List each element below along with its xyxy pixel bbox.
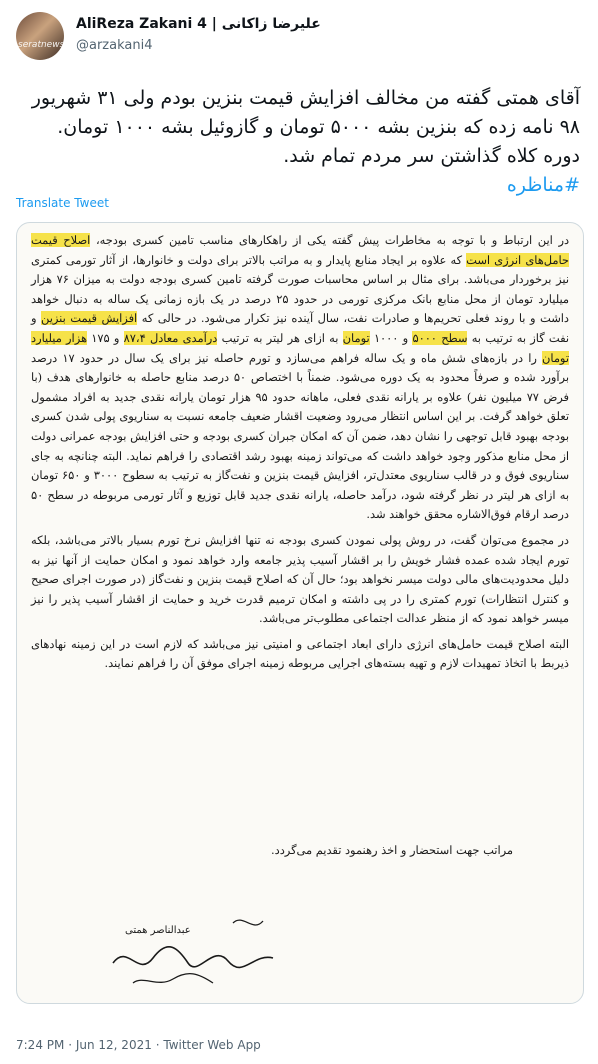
doc-highlight: تومان — [342, 330, 370, 345]
tweet-time[interactable]: 7:24 PM — [16, 1038, 65, 1052]
document-paragraph-1 — [31, 231, 569, 525]
doc-text: و ۱۷۵ — [91, 330, 120, 345]
handwritten-signature — [103, 903, 283, 993]
avatar-watermark: seratnews — [18, 40, 64, 50]
doc-highlight: سطح ۵۰۰۰ — [412, 330, 468, 345]
tweet-text — [18, 84, 580, 200]
doc-text: در این ارتباط و با توجه به مخاطرات پیش گفته یکی از راهکارهای مناسب تامین کسری بودجه، — [95, 233, 570, 247]
doc-highlight: افزایش قیمت بنزین — [41, 311, 138, 326]
tweet-body: آقای همتی گفته من مخالف افزایش قیمت بنزین بودم ولی ۳۱ شهریور ۹۸ نامه زده که بنزین بشه ۵۰۰۰ تومان و گازوئیل بشه ۱۰۰۰ تومان. دوره کلاه گذاشتن سر مردم تمام شد. — [31, 87, 580, 167]
signatory-name: عبدالناصر همتی — [125, 925, 191, 936]
doc-highlight: هزار میلیارد تومان — [31, 330, 569, 365]
tweet-header — [0, 0, 598, 80]
document-paragraph-3: البته اصلاح قیمت حامل‌های انرژی دارای ابعاد اجتماعی و امنیتی نیز می‌باشد که لازم است در این زمینه نهادهای ذیربط با اتخاذ تمهیدات لازم و تهیه بسته‌های اجرایی مربوطه زمینه اجرای موفق آن را فراهم نمایند. — [31, 636, 569, 671]
document-closing: مراتب جهت استحضار و اخذ رهنمود تقدیم می‌گردد. — [271, 843, 513, 857]
doc-text: و ۱۰۰۰ — [373, 330, 409, 345]
tweet-footer — [16, 1038, 261, 1052]
translate-tweet-link[interactable]: Translate Tweet — [16, 196, 109, 210]
footer-dot: · — [68, 1038, 73, 1052]
footer-dot: · — [155, 1038, 160, 1052]
doc-text: و نفت گاز به ترتیب به — [31, 311, 570, 345]
hashtag-link[interactable]: #مناظره — [506, 174, 580, 196]
doc-highlight: درآمدی معادل ۸۷،۴ — [123, 330, 218, 345]
doc-text: که علاوه بر ایجاد منابع پایدار و به مراتب بالاتر برای دولت و خانوارها، از آثار تورمی کمتری نیز برخوردار می‌باشد. برای مثال بر اساس محاسبات صورت گرفته تامین کسری بودجه دولت به میزان ۷۶ هزار میلیارد تومان از محل منابع بانک مرکزی تورمی در حدود ۲۵ درصد در یک بازه زمانی یک ساله به دنبال خواهد داشت و با روند فعلی تحریم‌ها و صادرات نفت، سال آینده نیز تکرار می‌شود. در حالی که — [31, 252, 570, 326]
display-name-row[interactable] — [76, 16, 321, 32]
tweet-date[interactable]: Jun 12, 2021 — [75, 1038, 152, 1052]
name-separator: | — [211, 16, 217, 32]
document-paragraph-2: در مجموع می‌توان گفت، در روش پولی نمودن کسری بودجه نه تنها افزایش نرخ تورم بسیار بالاتر می‌باشد، بلکه تورم ایجاد شده عمده فشار خویش را بر اقشار آسیب پذیر جامعه وارد خواهد نمود و امکان حمایت از آنها نیز به دلیل محدودیت‌های مالی دولت میسر نخواهد بود؛ حال آن که اصلاح قیمت بنزین و نفت‌گاز (در صورت اجرای صحیح و کنترل انتظارات) تورم کمتری را در پی داشته و امکان ترمیم قدرت خرید و حمایت از اقشار آسیب پذیر را نیز میسر خواهد نمود که از منظر عدالت اجتماعی مطلوب‌تر می‌باشد. — [31, 532, 569, 626]
doc-text: به ازای هر لیتر به ترتیب — [221, 330, 339, 345]
doc-highlight: اصلاح قیمت حامل‌های انرژی است — [31, 233, 569, 267]
document-text — [31, 231, 569, 680]
display-name-en[interactable]: AliReza Zakani 4 — [76, 16, 207, 32]
avatar[interactable] — [16, 12, 64, 60]
doc-text: را در بازه‌های شش ماه و یک ساله فراهم می‌سازد و تورم حاصله نیز برای یک سال در حدود ۱۷ درصد برآورد شده و صرفاً محدود به یک دوره می‌شود. ضمناً با اختصاص ۵۰ درصد منابع حاصله به خانوارهای هدف (با فرض ۷۷ میلیون نفر) علاوه بر یارانه نقدی فعلی، ماهانه حدود ۹۵ هزار تومان یارانه نقدی جدید به افراد مشمول تعلق خواهد گرفت. بر این اساس انتظار می‌رود وضعیت اقشار ضعیف جامعه نسبت به سناریوی پولی شدن کسری بودجه بهبود قابل توجهی را نشان دهد، ضمن آن که امکان جبران کسری بودجه و حتی افزایش بودجه عمرانی دولت از محل منابع مذکور وجود خواهد داشت که می‌تواند زمینه بهبود رشد اقتصادی را فراهم نماید. البته چنانچه به جای سناریوی فوق و در قالب سناریوی معتدل‌تر، افزایش قیمت بنزین و نفت‌گاز به ترتیب به سطوح ۳۰۰۰ و ۶۵۰ تومان به ازای هر لیتر در نظر گرفته شود، درآمد حاصله، یارانه نقدی جدید قابل توزیع و آثار تورمی مربوطه در سطح ۵۰ درصد ارقام فوق‌الاشاره محقق خواهند شد. — [31, 350, 570, 522]
user-handle[interactable]: @arzakani4 — [76, 38, 153, 53]
tweet-source[interactable]: Twitter Web App — [163, 1038, 261, 1052]
attached-document-image[interactable] — [16, 222, 584, 1004]
display-name-fa[interactable]: علیرضا زاکانی — [221, 16, 321, 32]
